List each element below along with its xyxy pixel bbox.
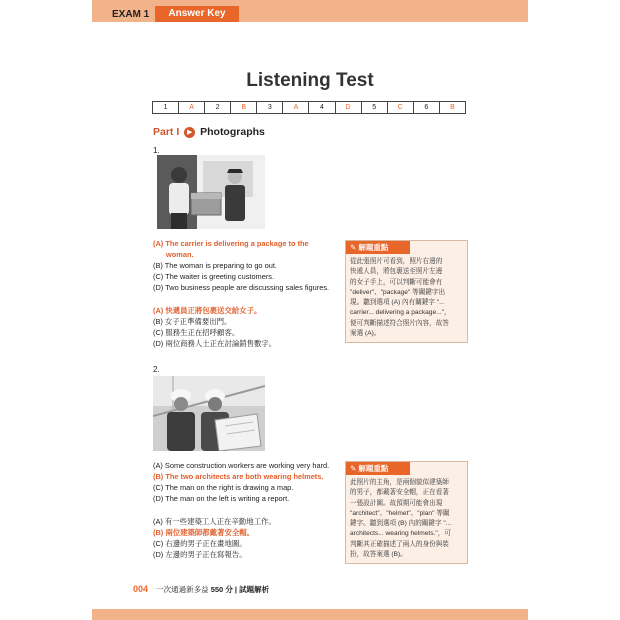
answer-number: 2 — [205, 102, 231, 114]
pencil-icon: ✎ — [350, 243, 357, 252]
explanation-line: 快遞人員，將包裹送至照片左邊 — [350, 268, 443, 276]
q1-option-a: (A) The carrier is delivering a package to the — [153, 239, 309, 248]
answer-key-tab: Answer Key — [155, 6, 239, 22]
question-2-photo — [153, 376, 265, 451]
answer-number: 3 — [257, 102, 283, 114]
q1-option-c: (C) The waiter is greeting customers. — [153, 272, 275, 281]
q2-explanation-title — [346, 462, 410, 475]
explanation-line: carrier... delivering a package..."， — [350, 309, 451, 317]
explanation-line: 此照片的主角，是兩個貌似建築師 — [350, 479, 449, 486]
q1-explanation-box — [345, 240, 468, 343]
part-heading — [153, 126, 265, 138]
question-2-number: 2. — [153, 365, 160, 374]
page-number: 004 — [133, 584, 149, 594]
explanation-line: 從此張照片可看到，照片右邊的 — [350, 258, 443, 265]
explanation-line: 鍵字。聽到選項 (B) 內的關鍵字 "... — [350, 520, 452, 528]
explanation-line: 判斷其正確描述了兩人的身份與裝 — [350, 540, 449, 548]
answer-value: D — [335, 102, 361, 114]
explanation-line: 一張設計圖。故預期可能會出現 — [350, 499, 443, 507]
answer-number: 1 — [153, 102, 179, 114]
explanation-line: 案選 (A)。 — [350, 330, 381, 338]
q1-option-b: (B) The woman is preparing to go out. — [153, 261, 277, 270]
q1-translation-d: (D) 兩位商務人士正在討論銷售數字。 — [153, 339, 277, 348]
q2-translation-b: (B) 兩位建築師都戴著安全帽。 — [153, 528, 255, 537]
question-1-number: 1. — [153, 146, 160, 155]
explanation-line: 現。聽到選項 (A) 內有關鍵字 "... — [350, 299, 445, 307]
page-title: Listening Test — [246, 70, 374, 91]
q2-translation-a: (A) 有一些建築工人正在辛勤地工作。 — [153, 517, 276, 526]
explanation-line: "architect"、"helmet"、"plan" 等關 — [350, 509, 450, 517]
q1-translation-a: (A) 快遞員正將包裹送交給女子。 — [153, 306, 262, 315]
part-name: Photographs — [200, 126, 265, 138]
q1-translation-b: (B) 女子正準備要出門。 — [153, 317, 232, 326]
answer-table — [152, 101, 466, 114]
footer-score: 550 分 — [210, 585, 233, 594]
q2-option-c: (C) The man on the right is drawing a map. — [153, 483, 294, 492]
q1-translation-c: (C) 服務生正在招呼顧客。 — [153, 328, 240, 337]
explanation-line: 扮，故答案選 (B)。 — [350, 551, 407, 559]
explanation-line: 的男子，都戴著安全帽，正在看著 — [350, 489, 449, 497]
answer-number: 6 — [413, 102, 439, 114]
page-footer — [133, 584, 269, 595]
explanation-line: architects... wearing helmets."，可 — [350, 530, 451, 538]
q2-translation-c: (C) 右邊的男子正在畫地圖。 — [153, 539, 247, 548]
exam-label: EXAM 1 — [112, 9, 150, 20]
q2-option-d: (D) The man on the left is writing a report. — [153, 494, 290, 503]
answer-value: C — [387, 102, 413, 114]
answer-value: A — [179, 102, 205, 114]
question-1-photo — [157, 155, 265, 229]
q1-option-d: (D) Two business people are discussing sales figures. — [153, 283, 330, 292]
answer-value: B — [231, 102, 257, 114]
q2-translation-d: (D) 左邊的男子正在寫報告。 — [153, 550, 247, 559]
footer-section: | 試題解析 — [234, 585, 270, 594]
q1-explanation-title — [346, 241, 410, 254]
q2-option-b: (B) The two architects are both wearing helmets. — [153, 472, 324, 481]
q2-option-a: (A) Some construction workers are working very hard. — [153, 461, 330, 470]
listening-icon: ▶ — [184, 127, 195, 138]
q2-explanation-box — [345, 461, 468, 564]
q1-explanation-body — [346, 254, 467, 342]
footer-book-title: 一次通過新多益 — [156, 585, 209, 594]
answer-value: A — [283, 102, 309, 114]
answer-number: 4 — [309, 102, 335, 114]
q1-explanation-title-text: 解題重點 — [358, 243, 389, 252]
footer-band — [92, 609, 528, 620]
explanation-line: "deliver"、"package" 等關鍵字出 — [350, 288, 446, 296]
q2-explanation-body — [346, 475, 467, 563]
part-label: Part I — [153, 126, 180, 138]
pencil-icon: ✎ — [350, 464, 357, 473]
explanation-line: 的女子手上，可以判斷可能會有 — [350, 278, 443, 286]
explanation-line: 便可判斷描述符合照片內容，故答 — [350, 319, 449, 327]
answer-value: B — [439, 102, 465, 114]
q2-explanation-title-text: 解題重點 — [358, 464, 389, 473]
q1-option-a-continued: woman. — [166, 250, 194, 259]
answer-number: 5 — [361, 102, 387, 114]
